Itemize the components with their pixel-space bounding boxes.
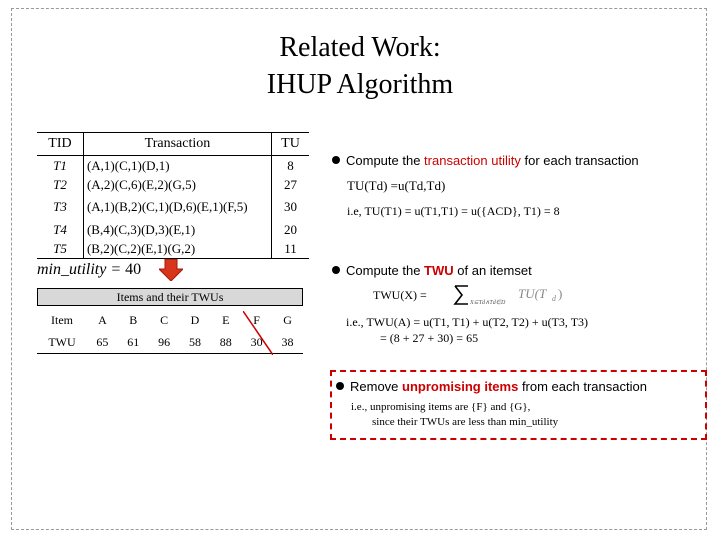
prune-explanation-line1: i.e., unpromising items are {F} and {G},: [351, 401, 531, 413]
transaction-cell: (A,2)(C,6)(E,2)(G,5): [83, 175, 271, 194]
tu-cell: 27: [283, 176, 297, 192]
header-tid: TID: [37, 133, 83, 156]
twu-cell: 38: [272, 331, 303, 354]
item-cell: C: [160, 312, 169, 327]
prune-explanation-line2: since their TWUs are less than min_utility: [372, 416, 559, 428]
item-cell: D: [190, 312, 200, 327]
transaction-table: [37, 132, 309, 259]
twu-example: i.e., TWU(A) = u(T1, T1) + u(T2, T2) + u(T3, T3): [346, 315, 589, 329]
svg-text:TU(T: TU(T: [518, 286, 547, 301]
tid-cell: T3: [37, 194, 83, 220]
table-row: [37, 156, 309, 176]
twu-cell: 58: [180, 331, 211, 354]
tid-cell: T5: [37, 239, 83, 259]
svg-text:): ): [558, 286, 563, 301]
tu-definition: TU(Td) =u(Td,Td): [347, 178, 446, 193]
header-transaction: Transaction: [83, 133, 271, 156]
bullet-icon: [332, 266, 340, 274]
transaction-cell: (A,1)(C,1)(D,1): [83, 156, 271, 176]
twu-cell: 61: [118, 331, 149, 354]
table-row: [37, 239, 309, 259]
bullet-transaction-utility: Compute the transaction utility for each transaction: [332, 153, 639, 168]
min-utility: [37, 261, 141, 279]
header-tu: TU: [271, 133, 309, 156]
tid-cell: T2: [37, 175, 83, 194]
twu-row-label: TWU: [37, 331, 87, 354]
twu-cell: 65: [87, 331, 118, 354]
tu-cell: 20: [283, 221, 297, 237]
tid-cell: T1: [37, 156, 83, 176]
summation-formula-icon: [452, 283, 570, 307]
svg-text:d: d: [552, 294, 556, 303]
slide-title-line1: Related Work:: [279, 32, 441, 63]
tu-cell: 8: [287, 157, 294, 173]
item-row-label: Item: [51, 312, 73, 327]
twu-cell: 30: [241, 331, 272, 354]
bullet-twu: Compute the TWU of an itemset: [332, 263, 532, 278]
tu-cell: 11: [271, 239, 309, 259]
item-cell: B: [129, 312, 138, 327]
tu-cell: 30: [283, 199, 297, 214]
item-cell: A: [98, 312, 107, 327]
item-cell: G: [283, 312, 292, 327]
slide-title-line2: IHUP Algorithm: [266, 69, 454, 100]
tu-example: i.e, TU(T1) = u(T1,T1) = u({ACD}, T1) = 8: [347, 204, 560, 218]
twu-cell: 88: [210, 331, 241, 354]
min-utility-value: 40: [125, 261, 142, 278]
tid-cell: T4: [37, 220, 83, 239]
twu-cell: 96: [149, 331, 180, 354]
twu-table-header: Items and their TWUs: [37, 288, 303, 306]
table-row: [37, 175, 309, 194]
bullet-remove-unpromising: Remove unpromising items from each transaction: [336, 379, 647, 394]
svg-text:X⊆Td∧Td∈D: X⊆Td∧Td∈D: [470, 300, 506, 306]
bullet-icon: [332, 156, 340, 164]
table-row: [37, 220, 309, 239]
twu-definition-label: TWU(X) =: [373, 288, 427, 302]
twu-example-sum: = (8 + 27 + 30) = 65: [380, 331, 479, 345]
transaction-cell: (A,1)(B,2)(C,1)(D,6)(E,1)(F,5): [83, 194, 271, 220]
table-row: [37, 194, 309, 220]
bullet-icon: [336, 382, 344, 390]
item-cell: F: [253, 312, 260, 327]
min-utility-label: min_utility =: [37, 261, 126, 278]
transaction-cell: (B,4)(C,3)(D,3)(E,1): [83, 220, 271, 239]
item-cell: E: [222, 312, 230, 327]
strike-through-line: [243, 311, 273, 355]
transaction-cell: (B,2)(C,2)(E,1)(G,2): [83, 239, 271, 259]
arrow-down-icon: [159, 259, 183, 281]
